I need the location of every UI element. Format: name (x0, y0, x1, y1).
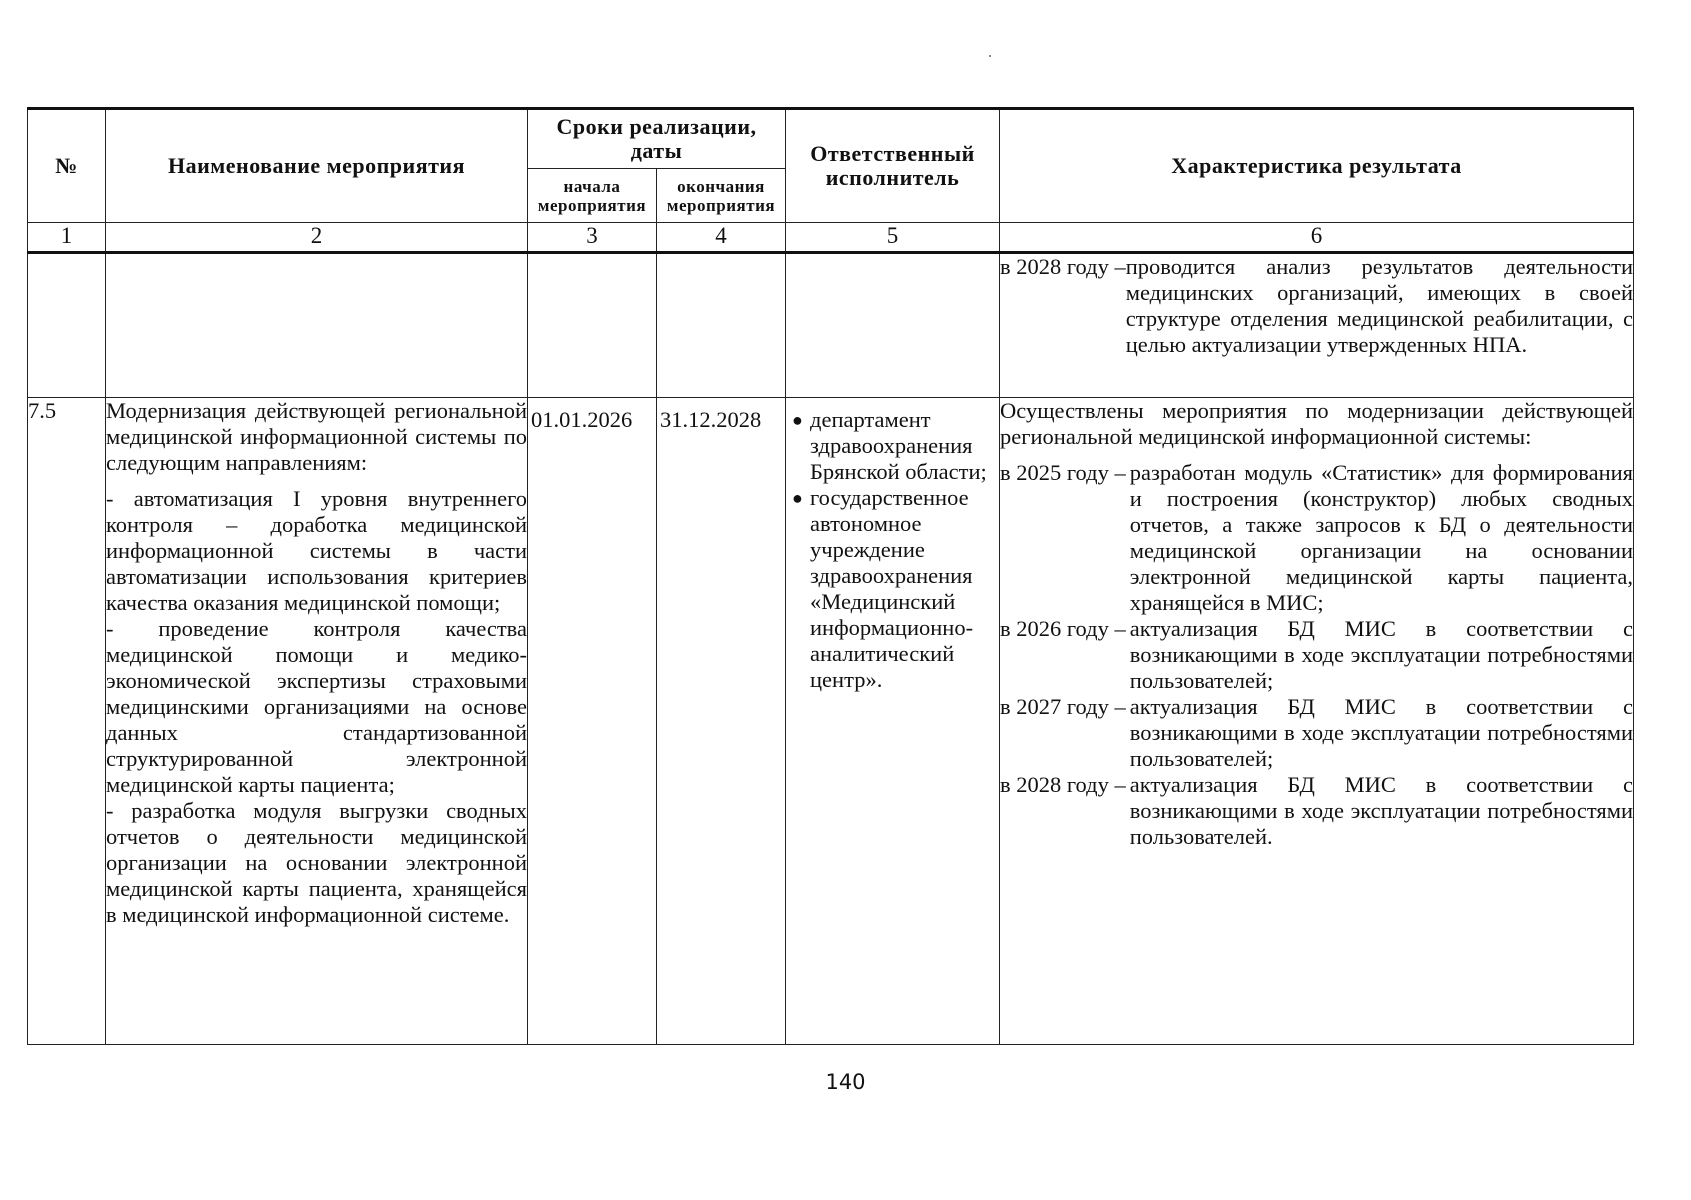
result-intro: Осуществлены мероприятия по модернизации действующей региональной медицинской информационной системы: (1000, 398, 1634, 449)
column-number: 3 (528, 223, 657, 253)
table-row-7-5 (28, 398, 1634, 1045)
responsible-item (792, 407, 995, 485)
responsible-list (792, 407, 995, 693)
header-terms: Сроки реализации, даты (528, 109, 786, 169)
end-date: 31.12.2028 (657, 398, 786, 1045)
result-year-item (1000, 254, 1633, 358)
measure-name-cell (106, 398, 528, 1045)
scan-speck (989, 55, 991, 57)
measure-intro: Модернизация действующей региональной медицинской информационной системы по следующим направлениям: (106, 398, 527, 475)
header-start: начала мероприятия (528, 169, 657, 223)
result-year-label: в 2025 году – (1000, 460, 1126, 485)
continuation-row (28, 253, 1634, 398)
measure-item: - разработка модуля выгрузки сводных отчетов о деятельности медицинской организации на основании электронной медицинской карты пациента, хранящейся в медицинской информационной системе. (106, 798, 527, 927)
empty-cell (657, 253, 786, 398)
column-number: 6 (1000, 223, 1634, 253)
result-year-item (1000, 616, 1633, 694)
bullet-icon: ● (792, 488, 803, 508)
header-end: окончания мероприятия (657, 169, 786, 223)
column-number: 4 (657, 223, 786, 253)
column-number: 1 (28, 223, 106, 253)
header-number: № (28, 109, 106, 223)
column-number-row (28, 223, 1634, 253)
responsible-cell (786, 398, 1000, 1045)
result-year-text: проводится анализ результатов деятельности медицинских организаций, имеющих в своей структуре отделения медицинской реабилитации, с целью актуализации утвержденных НПА. (1125, 254, 1634, 357)
result-year-label: в 2028 году – (1000, 254, 1126, 279)
result-year-item (1000, 460, 1633, 616)
measure-item: - автоматизация I уровня внутреннего контроля – доработка медицинской информационной системы в части автоматизации использования критериев качества оказания медицинской помощи; (106, 486, 527, 615)
header-responsible: Ответственный исполнитель (786, 109, 1000, 223)
page-number: 140 (825, 1070, 866, 1094)
row-number: 7.5 (28, 398, 106, 1045)
result-year-text: разработан модуль «Статистик» для формирования и построения (конструктор) любых сводных отчетов, а также запросов к БД о деятельности медицинской организации на основании электронной медицинской карты пациента, хранящейся в МИС; (1129, 460, 1634, 615)
result-year-label: в 2026 году – (1000, 616, 1126, 641)
empty-cell (28, 253, 106, 398)
measure-item: - проведение контроля качества медицинской помощи и медико-экономической экспертизы страховыми медицинскими организациями на основе данных стандартизованной структурированной электронной медицинской карты пациента; (106, 616, 527, 797)
header-result: Характеристика результата (1000, 109, 1634, 223)
result-year-text: актуализация БД МИС в соответствии с возникающими в ходе эксплуатации потребностями пользователей; (1129, 616, 1634, 693)
continuation-result-cell (1000, 253, 1634, 398)
responsible-item (792, 485, 995, 693)
result-year-text: актуализация БД МИС в соответствии с возникающими в ходе эксплуатации потребностями пользователей; (1129, 694, 1634, 771)
measures-table (27, 107, 1634, 1045)
result-year-label: в 2027 году – (1000, 694, 1126, 719)
result-year-item (1000, 772, 1633, 850)
result-year-text: актуализация БД МИС в соответствии с возникающими в ходе эксплуатации потребностями пользователей. (1129, 772, 1634, 849)
start-date: 01.01.2026 (528, 398, 657, 1045)
result-cell (1000, 398, 1634, 1045)
responsible-text: департамент здравоохранения Брянской области; (810, 407, 987, 484)
bullet-icon: ● (792, 410, 803, 430)
empty-cell (528, 253, 657, 398)
result-year-label: в 2028 году – (1000, 772, 1126, 797)
empty-cell (106, 253, 528, 398)
header-measure-name: Наименование мероприятия (106, 109, 528, 223)
responsible-text: государственное автономное учреждение здравоохранения «Медицинский информационно-аналитический центр». (810, 485, 974, 692)
empty-cell (786, 253, 1000, 398)
result-year-item (1000, 694, 1633, 772)
column-number: 2 (106, 223, 528, 253)
column-number: 5 (786, 223, 1000, 253)
